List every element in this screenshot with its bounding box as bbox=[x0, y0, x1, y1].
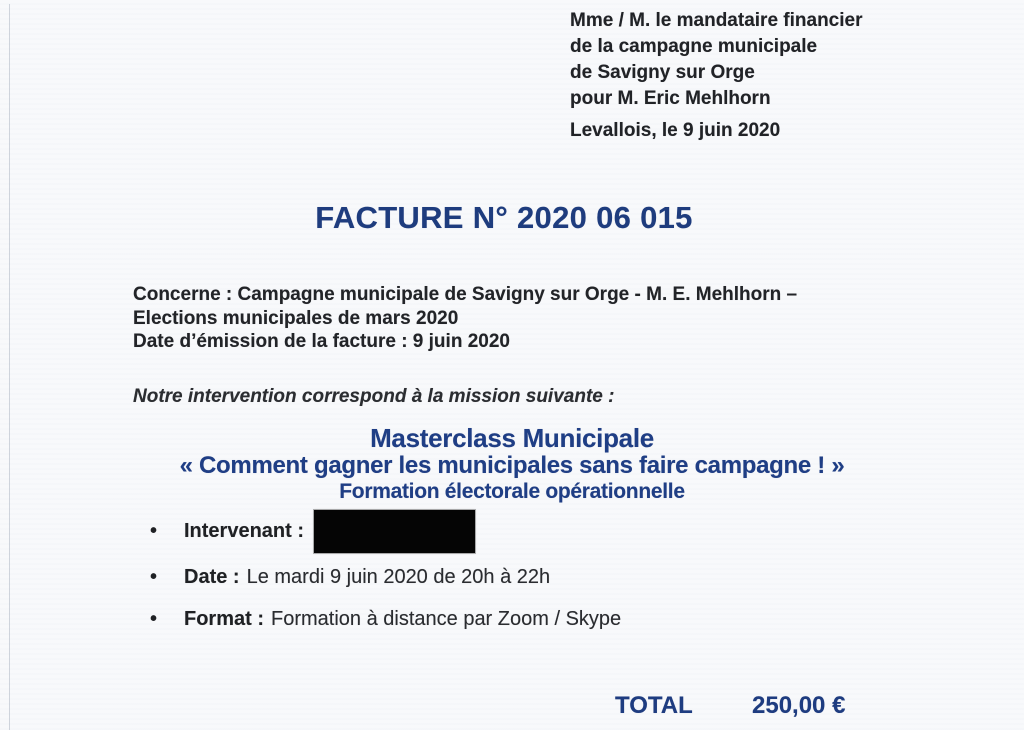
detail-value: Le mardi 9 juin 2020 de 20h à 22h bbox=[246, 566, 551, 588]
detail-row-intervenant bbox=[150, 508, 475, 554]
recipient-line: de la campagne municipale bbox=[570, 36, 818, 57]
detail-row-format bbox=[150, 608, 621, 631]
masterclass-heading: Masterclass Municipale bbox=[370, 423, 654, 453]
concerns-line: Date d’émission de la facture : 9 juin 2020 bbox=[133, 331, 510, 352]
recipient-line: Mme / M. le mandataire financier bbox=[570, 10, 863, 31]
bullet-icon: • bbox=[150, 519, 158, 542]
recipient-address-block bbox=[570, 8, 862, 112]
bullet-icon: • bbox=[150, 608, 158, 630]
concerns-line: Elections municipales de mars 2020 bbox=[133, 307, 459, 329]
detail-label: Format : bbox=[184, 608, 264, 630]
total-label: TOTAL bbox=[615, 692, 693, 719]
concerns-block bbox=[133, 283, 797, 354]
recipient-line: de Savigny sur Orge bbox=[570, 62, 755, 83]
detail-label: Intervenant : bbox=[184, 519, 305, 542]
recipient-line: pour M. Eric Mehlhorn bbox=[570, 88, 771, 109]
masterclass-subheading: « Comment gagner les municipales sans faire campagne ! » bbox=[179, 452, 845, 479]
bullet-icon: • bbox=[150, 566, 158, 588]
redacted-intervenant-name bbox=[314, 510, 475, 553]
concerns-line: Concerne : Campagne municipale de Savigny sur Orge - M. E. Mehlhorn – bbox=[133, 284, 798, 305]
place-and-date-line: Levallois, le 9 juin 2020 bbox=[570, 120, 781, 141]
detail-label: Date : bbox=[184, 566, 240, 588]
invoice-title: FACTURE N° 2020 06 015 bbox=[315, 200, 693, 235]
mission-intro-line: Notre intervention correspond à la mission suivante : bbox=[133, 386, 615, 407]
masterclass-tagline: Formation électorale opérationnelle bbox=[339, 480, 685, 503]
scan-edge-artifact bbox=[9, 4, 10, 730]
detail-row-date bbox=[150, 566, 550, 589]
detail-value: Formation à distance par Zoom / Skype bbox=[271, 608, 622, 630]
total-amount: 250,00 € bbox=[752, 692, 846, 719]
